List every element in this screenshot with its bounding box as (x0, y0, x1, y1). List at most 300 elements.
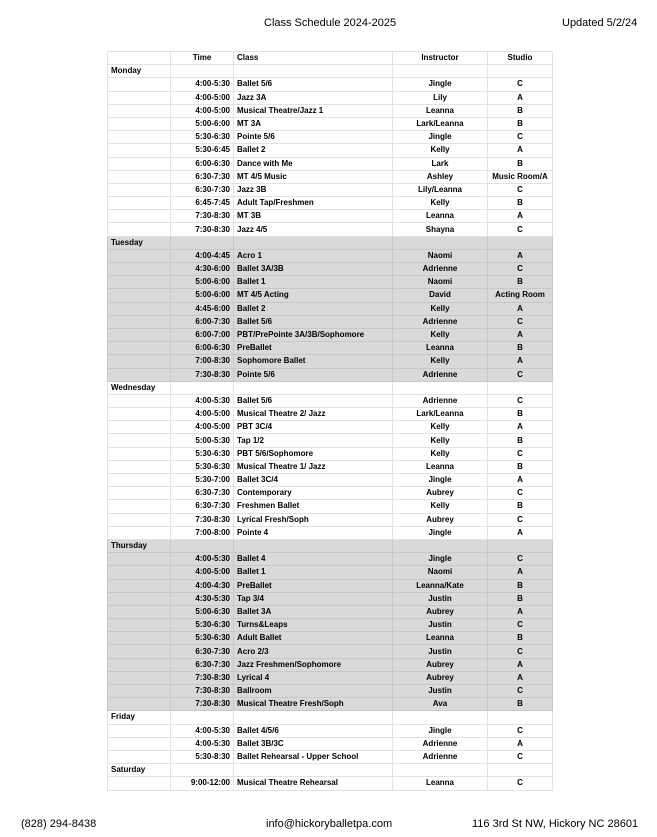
class-time: 4:45-6:00 (171, 302, 234, 315)
class-name: Pointe 4 (234, 526, 393, 539)
empty-cell (234, 236, 393, 249)
class-time: 4:00-5:30 (171, 394, 234, 407)
class-name: Jazz 3B (234, 183, 393, 196)
class-row (108, 368, 553, 381)
class-studio: C (488, 513, 553, 526)
class-name: Lyrical 4 (234, 671, 393, 684)
class-row (108, 183, 553, 196)
footer-phone: (828) 294-8438 (21, 818, 97, 830)
class-time: 5:00-6:00 (171, 117, 234, 130)
class-studio: B (488, 157, 553, 170)
empty-cell (488, 65, 553, 78)
class-name: Ballet 3A/3B (234, 263, 393, 276)
empty-cell (108, 671, 171, 684)
class-instructor: Leanna (393, 632, 488, 645)
class-studio: B (488, 579, 553, 592)
class-time: 4:00-5:00 (171, 104, 234, 117)
empty-cell (171, 711, 234, 724)
class-name: PreBallet (234, 579, 393, 592)
class-name: Contemporary (234, 487, 393, 500)
class-name: Ballet 2 (234, 302, 393, 315)
empty-cell (171, 764, 234, 777)
class-row (108, 289, 553, 302)
empty-cell (108, 183, 171, 196)
class-time: 6:30-7:30 (171, 658, 234, 671)
empty-cell (108, 355, 171, 368)
day-row-tuesday (108, 236, 553, 249)
day-row-thursday (108, 539, 553, 552)
class-name: Jazz 4/5 (234, 223, 393, 236)
class-name: Ballet 5/6 (234, 78, 393, 91)
empty-cell (108, 394, 171, 407)
class-instructor: Lily (393, 91, 488, 104)
class-studio: C (488, 78, 553, 91)
class-studio: B (488, 104, 553, 117)
class-studio: C (488, 223, 553, 236)
class-instructor: Aubrey (393, 658, 488, 671)
class-studio: C (488, 750, 553, 763)
class-row (108, 394, 553, 407)
class-studio: A (488, 526, 553, 539)
empty-cell (108, 263, 171, 276)
empty-cell (108, 724, 171, 737)
class-name: PBT 3C/4 (234, 421, 393, 434)
empty-cell (488, 764, 553, 777)
class-studio: B (488, 408, 553, 421)
empty-cell (171, 65, 234, 78)
class-instructor: David (393, 289, 488, 302)
class-time: 7:30-8:30 (171, 698, 234, 711)
day-row-monday (108, 65, 553, 78)
schedule-table (107, 51, 553, 791)
class-row (108, 263, 553, 276)
class-studio: A (488, 566, 553, 579)
class-name: Jazz Freshmen/Sophomore (234, 658, 393, 671)
day-label: Thursday (108, 539, 171, 552)
empty-cell (171, 539, 234, 552)
class-name: Ballet 3B/3C (234, 737, 393, 750)
empty-cell (108, 91, 171, 104)
class-name: Dance with Me (234, 157, 393, 170)
empty-cell (108, 658, 171, 671)
empty-cell (108, 131, 171, 144)
class-time: 5:30-6:45 (171, 144, 234, 157)
class-name: Ballroom (234, 685, 393, 698)
empty-cell (108, 249, 171, 262)
class-instructor: Leanna (393, 104, 488, 117)
class-name: Ballet 1 (234, 276, 393, 289)
class-time: 5:00-5:30 (171, 434, 234, 447)
class-row (108, 777, 553, 790)
class-studio: B (488, 117, 553, 130)
class-time: 4:00-5:00 (171, 408, 234, 421)
class-studio: C (488, 619, 553, 632)
empty-cell (108, 566, 171, 579)
class-name: PBT 5/6/Sophomore (234, 447, 393, 460)
class-time: 6:30-7:30 (171, 487, 234, 500)
class-studio: A (488, 302, 553, 315)
class-studio: C (488, 685, 553, 698)
class-name: MT 3A (234, 117, 393, 130)
class-time: 5:30-6:30 (171, 460, 234, 473)
empty-cell (108, 750, 171, 763)
empty-cell (108, 368, 171, 381)
class-time: 4:00-5:30 (171, 724, 234, 737)
class-name: Sophomore Ballet (234, 355, 393, 368)
class-time: 4:00-5:00 (171, 91, 234, 104)
class-name: Ballet 2 (234, 144, 393, 157)
class-name: Ballet 5/6 (234, 394, 393, 407)
class-instructor: Adrienne (393, 368, 488, 381)
class-time: 6:30-7:30 (171, 500, 234, 513)
class-name: Adult Tap/Freshmen (234, 197, 393, 210)
class-row (108, 157, 553, 170)
class-row (108, 737, 553, 750)
class-studio: B (488, 197, 553, 210)
class-instructor: Justin (393, 619, 488, 632)
empty-cell (108, 474, 171, 487)
class-instructor: Aubrey (393, 487, 488, 500)
class-instructor: Jingle (393, 131, 488, 144)
class-studio: C (488, 368, 553, 381)
class-time: 7:30-8:30 (171, 685, 234, 698)
empty-cell (108, 592, 171, 605)
empty-cell (393, 381, 488, 394)
class-instructor: Leanna (393, 777, 488, 790)
class-row (108, 671, 553, 684)
class-time: 4:00-5:30 (171, 737, 234, 750)
empty-cell (108, 342, 171, 355)
class-name: Musical Theatre Rehearsal (234, 777, 393, 790)
empty-cell (234, 539, 393, 552)
empty-cell (108, 500, 171, 513)
class-studio: Music Room/A (488, 170, 553, 183)
class-row (108, 434, 553, 447)
empty-cell (393, 65, 488, 78)
class-name: MT 4/5 Music (234, 170, 393, 183)
footer-address: 116 3rd St NW, Hickory NC 28601 (472, 818, 639, 830)
class-name: Tap 3/4 (234, 592, 393, 605)
class-studio: A (488, 91, 553, 104)
class-time: 5:00-6:00 (171, 289, 234, 302)
class-name: Ballet 5/6 (234, 315, 393, 328)
class-instructor: Kelly (393, 328, 488, 341)
class-time: 4:00-5:30 (171, 553, 234, 566)
class-studio: A (488, 355, 553, 368)
class-instructor: Naomi (393, 249, 488, 262)
class-row (108, 91, 553, 104)
class-studio: C (488, 487, 553, 500)
class-row (108, 78, 553, 91)
class-instructor: Justin (393, 645, 488, 658)
column-header-class: Class (234, 52, 393, 65)
class-instructor: Jingle (393, 78, 488, 91)
empty-cell (108, 526, 171, 539)
class-instructor: Adrienne (393, 737, 488, 750)
class-row (108, 605, 553, 618)
class-instructor: Ava (393, 698, 488, 711)
empty-cell (393, 236, 488, 249)
day-row-saturday (108, 764, 553, 777)
class-row (108, 566, 553, 579)
class-time: 6:30-7:30 (171, 645, 234, 658)
class-time: 4:30-6:00 (171, 263, 234, 276)
empty-cell (108, 210, 171, 223)
class-instructor: Adrienne (393, 263, 488, 276)
class-row (108, 592, 553, 605)
class-time: 7:30-8:30 (171, 671, 234, 684)
class-row (108, 249, 553, 262)
empty-cell (108, 276, 171, 289)
class-instructor: Jingle (393, 724, 488, 737)
class-studio: C (488, 183, 553, 196)
empty-cell (393, 711, 488, 724)
class-studio: A (488, 249, 553, 262)
class-time: 9:00-12:00 (171, 777, 234, 790)
class-studio: B (488, 276, 553, 289)
class-row (108, 104, 553, 117)
class-row (108, 619, 553, 632)
class-time: 6:00-7:30 (171, 315, 234, 328)
class-instructor: Kelly (393, 421, 488, 434)
empty-cell (108, 144, 171, 157)
class-name: Freshmen Ballet (234, 500, 393, 513)
empty-cell (108, 117, 171, 130)
class-instructor: Justin (393, 592, 488, 605)
class-instructor: Jingle (393, 553, 488, 566)
class-time: 4:00-5:30 (171, 78, 234, 91)
class-studio: C (488, 724, 553, 737)
empty-cell (108, 157, 171, 170)
empty-cell (488, 539, 553, 552)
footer-email: info@hickoryballetpa.com (266, 818, 393, 830)
day-label: Monday (108, 65, 171, 78)
class-row (108, 658, 553, 671)
class-studio: A (488, 328, 553, 341)
class-row (108, 632, 553, 645)
class-row (108, 460, 553, 473)
class-time: 7:30-8:30 (171, 513, 234, 526)
class-name: Pointe 5/6 (234, 368, 393, 381)
class-name: MT 4/5 Acting (234, 289, 393, 302)
column-header-studio: Studio (488, 52, 553, 65)
empty-cell (108, 737, 171, 750)
class-row (108, 724, 553, 737)
class-studio: A (488, 474, 553, 487)
class-name: Ballet 4 (234, 553, 393, 566)
class-row (108, 487, 553, 500)
empty-cell (108, 553, 171, 566)
class-time: 6:00-6:30 (171, 342, 234, 355)
class-row (108, 210, 553, 223)
class-row (108, 328, 553, 341)
class-time: 6:30-7:30 (171, 170, 234, 183)
class-studio: A (488, 737, 553, 750)
class-instructor: Aubrey (393, 513, 488, 526)
class-name: Pointe 5/6 (234, 131, 393, 144)
class-instructor: Kelly (393, 500, 488, 513)
class-time: 4:00-5:00 (171, 421, 234, 434)
empty-cell (488, 711, 553, 724)
empty-cell (234, 711, 393, 724)
class-row (108, 131, 553, 144)
day-label: Wednesday (108, 381, 171, 394)
class-time: 5:00-6:30 (171, 605, 234, 618)
class-instructor: Kelly (393, 447, 488, 460)
class-row (108, 342, 553, 355)
empty-cell (108, 579, 171, 592)
class-instructor: Jingle (393, 526, 488, 539)
class-row (108, 698, 553, 711)
schedule-body (108, 52, 553, 791)
empty-cell (234, 764, 393, 777)
class-instructor: Lark/Leanna (393, 408, 488, 421)
empty-cell (108, 302, 171, 315)
empty-cell (108, 315, 171, 328)
class-instructor: Leanna (393, 342, 488, 355)
class-studio: C (488, 394, 553, 407)
class-time: 4:00-4:45 (171, 249, 234, 262)
class-studio: B (488, 434, 553, 447)
empty-cell (234, 381, 393, 394)
class-name: Ballet 3A (234, 605, 393, 618)
class-name: Tap 1/2 (234, 434, 393, 447)
class-instructor: Leanna (393, 210, 488, 223)
class-row (108, 117, 553, 130)
class-studio: C (488, 553, 553, 566)
class-studio: B (488, 342, 553, 355)
class-studio: B (488, 698, 553, 711)
class-row (108, 500, 553, 513)
class-row (108, 276, 553, 289)
class-studio: A (488, 658, 553, 671)
class-name: MT 3B (234, 210, 393, 223)
day-label: Saturday (108, 764, 171, 777)
class-row (108, 408, 553, 421)
class-time: 5:30-6:30 (171, 447, 234, 460)
class-time: 6:30-7:30 (171, 183, 234, 196)
class-instructor: Adrienne (393, 394, 488, 407)
class-studio: B (488, 460, 553, 473)
class-instructor: Ashley (393, 170, 488, 183)
class-row (108, 315, 553, 328)
empty-cell (488, 236, 553, 249)
class-name: PBT/PrePointe 3A/3B/Sophomore (234, 328, 393, 341)
class-name: Musical Theatre Fresh/Soph (234, 698, 393, 711)
class-name: Musical Theatre/Jazz 1 (234, 104, 393, 117)
class-row (108, 526, 553, 539)
empty-cell (108, 421, 171, 434)
class-name: PreBallet (234, 342, 393, 355)
class-row (108, 447, 553, 460)
class-time: 4:30-5:30 (171, 592, 234, 605)
class-instructor: Aubrey (393, 605, 488, 618)
empty-cell (393, 764, 488, 777)
class-studio: A (488, 421, 553, 434)
day-label: Tuesday (108, 236, 171, 249)
class-name: Turns&Leaps (234, 619, 393, 632)
empty-cell (108, 328, 171, 341)
class-row (108, 170, 553, 183)
class-row (108, 513, 553, 526)
empty-cell (108, 632, 171, 645)
empty-cell (108, 487, 171, 500)
class-row (108, 645, 553, 658)
class-time: 5:30-6:30 (171, 131, 234, 144)
class-row (108, 685, 553, 698)
empty-cell (108, 698, 171, 711)
class-instructor: Lark (393, 157, 488, 170)
class-time: 6:45-7:45 (171, 197, 234, 210)
class-name: Acro 1 (234, 249, 393, 262)
class-row (108, 355, 553, 368)
class-instructor: Kelly (393, 302, 488, 315)
class-studio: A (488, 605, 553, 618)
class-name: Acro 2/3 (234, 645, 393, 658)
empty-cell (108, 460, 171, 473)
empty-cell (108, 434, 171, 447)
class-instructor: Kelly (393, 144, 488, 157)
empty-cell (108, 104, 171, 117)
class-time: 6:00-7:00 (171, 328, 234, 341)
day-label: Friday (108, 711, 171, 724)
class-name: Musical Theatre 2/ Jazz (234, 408, 393, 421)
class-time: 5:30-8:30 (171, 750, 234, 763)
class-instructor: Justin (393, 685, 488, 698)
class-instructor: Leanna (393, 460, 488, 473)
class-instructor: Naomi (393, 276, 488, 289)
empty-cell (108, 513, 171, 526)
class-instructor: Shayna (393, 223, 488, 236)
class-instructor: Kelly (393, 434, 488, 447)
empty-cell (171, 381, 234, 394)
empty-cell (108, 605, 171, 618)
class-time: 7:30-8:30 (171, 223, 234, 236)
day-row-friday (108, 711, 553, 724)
class-studio: B (488, 592, 553, 605)
class-studio: C (488, 263, 553, 276)
class-time: 5:30-7:00 (171, 474, 234, 487)
column-header-time: Time (171, 52, 234, 65)
empty-cell (108, 777, 171, 790)
empty-cell (108, 170, 171, 183)
empty-cell (108, 78, 171, 91)
class-instructor: Kelly (393, 355, 488, 368)
class-time: 5:30-6:30 (171, 619, 234, 632)
class-studio: B (488, 500, 553, 513)
class-name: Ballet Rehearsal - Upper School (234, 750, 393, 763)
empty-cell (108, 289, 171, 302)
class-instructor: Adrienne (393, 750, 488, 763)
class-studio: C (488, 645, 553, 658)
class-name: Adult Ballet (234, 632, 393, 645)
class-row (108, 750, 553, 763)
class-studio: Acting Room (488, 289, 553, 302)
class-name: Lyrical Fresh/Soph (234, 513, 393, 526)
page-title: Class Schedule 2024-2025 (264, 17, 397, 29)
empty-cell (393, 539, 488, 552)
class-instructor: Leanna/Kate (393, 579, 488, 592)
class-instructor: Lark/Leanna (393, 117, 488, 130)
class-time: 5:00-6:00 (171, 276, 234, 289)
class-time: 4:00-5:00 (171, 566, 234, 579)
class-row (108, 197, 553, 210)
class-row (108, 223, 553, 236)
class-time: 7:00-8:00 (171, 526, 234, 539)
class-time: 6:00-6:30 (171, 157, 234, 170)
empty-cell (171, 236, 234, 249)
class-instructor: Adrienne (393, 315, 488, 328)
